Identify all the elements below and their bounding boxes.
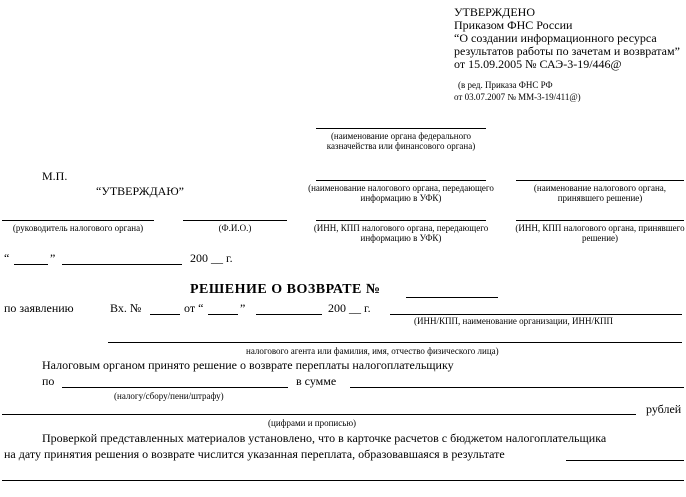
approval-line-3: “О создании информационного ресурса (454, 31, 657, 45)
reason-line-2[interactable] (2, 480, 684, 481)
tax-decision-caption: (наименование налогового органа, принявшего решение) (533, 183, 667, 203)
tax-type-line[interactable] (62, 387, 288, 388)
approval-line-5: от 15.09.2005 № САЭ-3-19/446@ (454, 57, 622, 71)
decision-made-text: Налоговым органом принято решение о возврате переплаты налогоплательщику (42, 358, 454, 372)
request-year: 200 __ г. (328, 301, 371, 315)
incoming-number-label: Вх. № (110, 301, 142, 315)
stamp-place: М.П. (42, 169, 68, 183)
approve-heading: “УТВЕРЖДАЮ” (96, 184, 185, 198)
check-line-2: на дату принятия решения о возврате числится указанная переплата, образовавшаяся в результате (4, 447, 505, 461)
fio-line[interactable] (183, 220, 287, 221)
request-month-line[interactable] (256, 314, 322, 315)
fio-caption: (Ф.И.О.) (218, 223, 252, 233)
from-label: от “ (184, 301, 204, 315)
treasury-line[interactable] (316, 128, 486, 129)
date-day-line[interactable] (14, 264, 48, 265)
inn-sender-caption: (ИНН, КПП налогового органа, передающего информацию в УФК) (313, 223, 489, 243)
head-signature-line[interactable] (2, 220, 154, 221)
agent-caption: налогового агента или фамилия, имя, отчество физического лица) (246, 346, 499, 356)
tax-sender-caption: (наименование налогового органа, передающего информацию в УФК) (308, 183, 494, 203)
incoming-number-line[interactable] (150, 314, 180, 315)
amount-line-2[interactable] (2, 414, 636, 415)
check-line-1: Проверкой представленных материалов установлено, что в карточке расчетов с бюджетом налогоплательщика (42, 431, 607, 445)
amount-line-1[interactable] (350, 387, 684, 388)
head-caption: (руководитель налогового органа) (12, 223, 144, 233)
date-close-quote: ” (50, 251, 56, 265)
in-amount-label: в сумме (296, 374, 337, 388)
taxpayer-inn-caption: (ИНН/КПП, наименование организации, ИНН/КПП (414, 316, 613, 326)
request-day-line[interactable] (208, 314, 238, 315)
approval-line-2: Приказом ФНС России (454, 18, 573, 32)
date-month-line[interactable] (62, 264, 182, 265)
by-request-label: по заявлению (4, 301, 74, 315)
tax-type-caption: (налогу/сбору/пени/штрафу) (114, 391, 224, 401)
edition-line-1: (в ред. Приказа ФНС РФ (458, 80, 553, 90)
approval-line-1: УТВЕРЖДЕНО (454, 5, 536, 19)
amount-caption: (цифрами и прописью) (268, 418, 357, 428)
date-open-quote: “ (4, 251, 10, 265)
rubles-label: рублей (646, 402, 682, 416)
inn-decision-caption: (ИНН, КПП налогового органа, принявшего решение) (515, 223, 685, 243)
decision-title: РЕШЕНИЕ О ВОЗВРАТЕ № (190, 282, 381, 297)
taxpayer-name-line[interactable] (108, 342, 682, 343)
request-close-quote: ” (240, 301, 246, 315)
reason-line-1[interactable] (566, 460, 684, 461)
inn-decision-line[interactable] (516, 220, 684, 221)
treasury-caption: (наименование органа федерального казначейства или финансового органа) (326, 131, 476, 151)
date-year: 200 __ г. (190, 251, 233, 265)
edition-line-2: от 03.07.2007 № ММ-3-19/411@) (454, 92, 581, 102)
decision-number-line[interactable] (406, 297, 498, 298)
approval-line-4: результатов работы по зачетам и возвратам” (454, 44, 680, 58)
tax-sender-line[interactable] (316, 180, 486, 181)
tax-decision-line[interactable] (516, 180, 684, 181)
po-label: по (42, 374, 55, 388)
inn-sender-line[interactable] (316, 220, 486, 221)
taxpayer-inn-line[interactable] (390, 314, 682, 315)
